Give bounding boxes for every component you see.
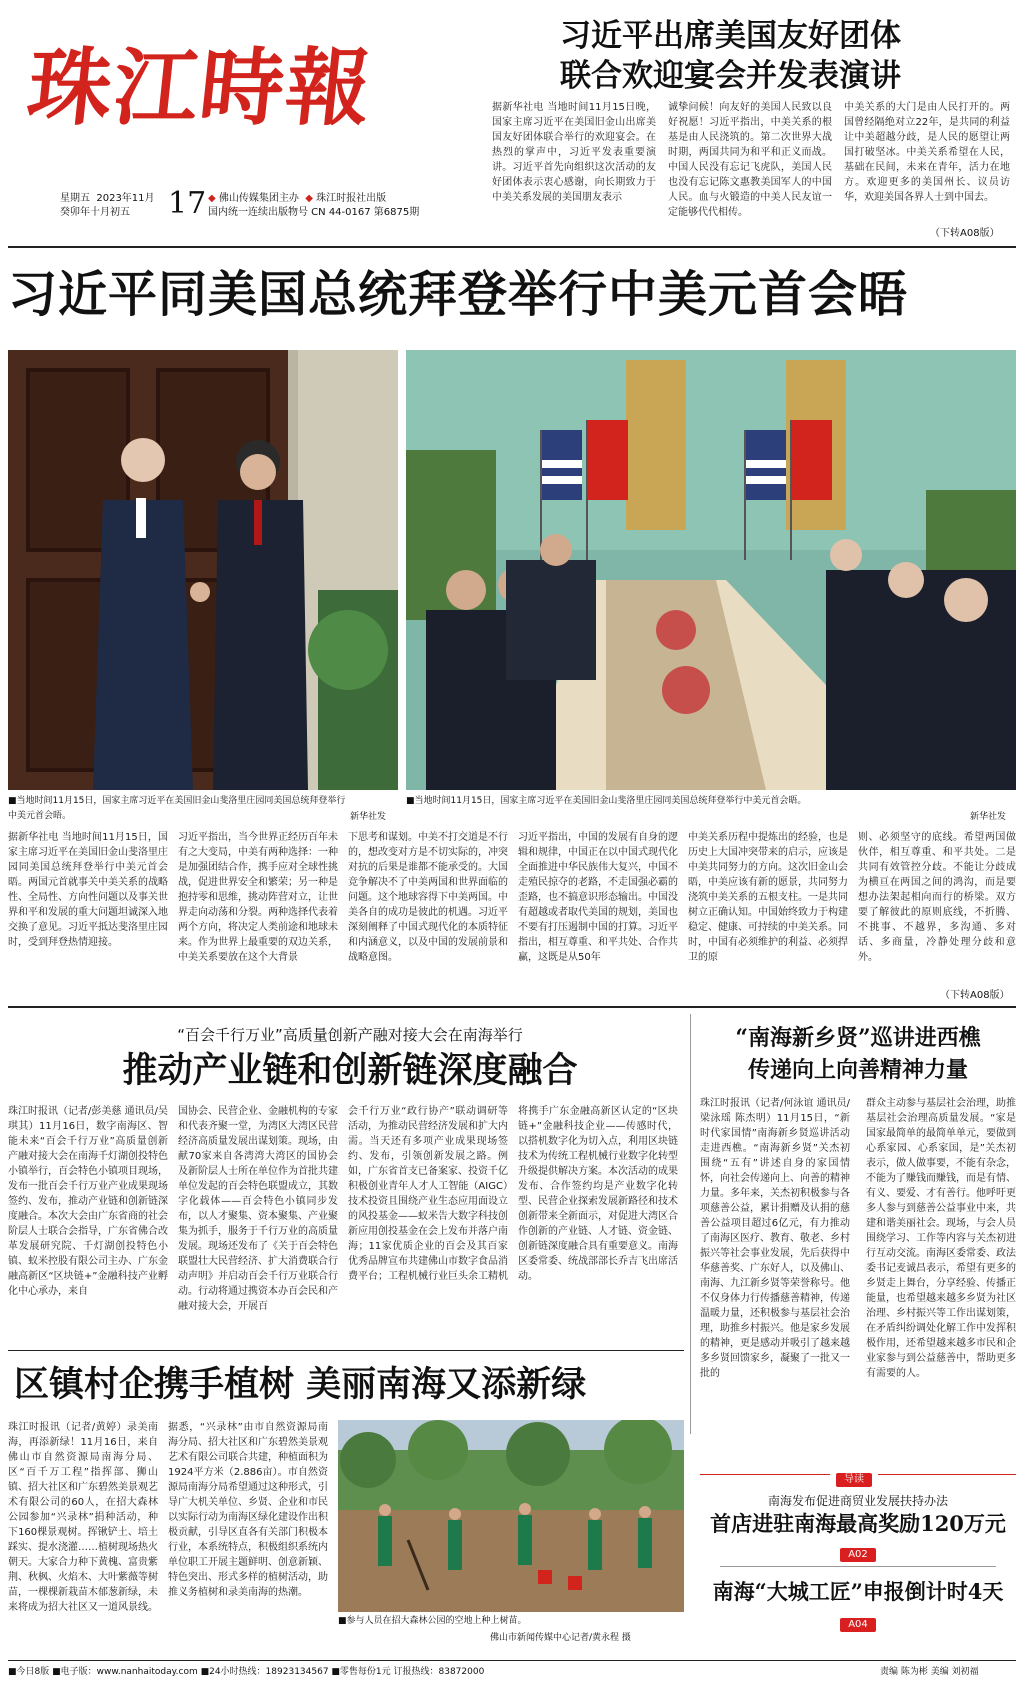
story3-headline [700,1022,1016,1086]
guide-item1-kicker: 南海发布促进商贸业发展扶持办法 [767,1494,948,1508]
story2-headline: 推动产业链和创新链深度融合 [122,1050,578,1091]
lead-photo2-caption: ■当地时间11月15日，国家主席习近平在美国旧金山斐洛里庄园同美国总统拜登举行中美元首会晤。 [406,796,807,806]
publisher-info [208,192,419,220]
lead-divider [8,1006,1016,1008]
story2-col2: 国协会、民营企业、金融机构的专家和代表齐聚一堂，为湾区大湾区民营经济高质量发展出谋划策。现场，由献70家来自各湾湾大湾区的国协会及新阶层人士所在单位作为首批共建单位发起的百会特色联盟成立，其数字化载体——百会特色小镇同步发布，以人才聚集、资本聚集、产业聚集为抓手，服务于千行万业的高质量发展。现场还发布了《关于百会特色联盟壮大民营经济、扩大消费联合行动声明》并启动百会千行万业联合行动。行动将通过携资本办百会民和产融对接大会，开展百 [178,1106,338,1312]
footer-info: ■今日8版 ■电子版：www.nanhaitoday.com ■24小时热线：18923134567 ■零售每份1元 订报热线：83872000 [8,1667,485,1677]
top-story-title-line2: 联合欢迎宴会并发表演讲 [560,58,901,94]
date: 2023年11月 [96,193,155,204]
weekday: 星期五 [60,193,90,204]
story2-col4: 将携手广东金融高新区认定的“区块链+”金融科技企业——传感时代，以搭机数字化为切入点，利用区块链技术为传统工程机械行业数字化转型升级提供解决方案。本次活动的成果发布、合作签约均是产业数字化转型、民营企业探索发展新路径和技术创新带来全新面示，对促进大湾区合作创新的产业链、人才链、资金链、创新链深度融合具有重要意义。南海区委常委、统战部部长乔吉飞出席活动。 [518,1106,678,1282]
guide-label: 导读 [836,1473,872,1487]
story3-col1: 珠江时报讯（记者/何泳谊 通讯员/梁泳瑶 陈杰明）11月15日，“新时代家国情”南海新乡贤巡讲活动走进西樵。“南海新乡贤”关杰初围绕“五有”讲述自身的家国情怀，向社会传递向上、向善的精神力量。多年来，关杰初积极参与各项慈善公益，累计捐赠及认捐的慈善公益项目超过6亿元，有力推动了南海区医疗、教育、敬老、乡村振兴等社会事业发展，先后获得中华慈善奖、广东好人，以及佛山、南海、九江新乡贤等荣誉称号。他不仅身体力行传播慈善精神，传递温暖力量，还积极参与基层社会治理，助推乡村振兴。他是家乡发展的精神，更是感动并吸引了越来越多乡贤回馈家乡，凝聚了一批又一批的 [700,1098,850,1379]
sponsor-logo-icon: ◆ [208,193,216,204]
lead-col2: 习近平指出，当今世界正经历百年未有之大变局，中美有两种选择：一种是加强团结合作，携手应对全球性挑战，促进世界安全和繁荣；另一种是抱持零和思维，挑动阵营对立，让世界走向动荡和分裂。两种选择代表着两个方向，将决定人类前途和地球未来。作为世界上最重要的双边关系，中美关系要放在这个大背景 [178,832,338,963]
publisher-logo-icon: ◆ [305,193,313,204]
story2-col1: 珠江时报讯（记者/彭美慈 通讯员/吴琪其）11月16日，数字南海区、智能未来“百会千行万业”高质量创新产融对接大会在南海千灯湖创投特色小镇举行，百会特色小镇项目现场，发布一批百会千行万业产业成果现场签约、发布，推动产业链和创新链深度融合。本次大会由广东省商的社会阶层人士联合会指导，广东省佛合改革发展研究院、千灯湖创投特色小镇、蚁米控股有限公司主办、广东金融高新区“区块链+”金融科技产业孵化中心承办，来自 [8,1106,168,1297]
guide-sep [720,1566,996,1567]
guide-item2-page-wrap [700,1612,1016,1632]
lead-col6: 则、必须坚守的底线。希望两国做伙伴，相互尊重、和平共处。二是共同有效管控分歧。不能让分歧成为横亘在两国之间的鸿沟，而是要想办法架起相向而行的桥梁。双方要了解彼此的原则底线，不折腾、不挑事、不越界，多沟通、多对话、多商量，冷静处理分歧和意外。 [858,832,1016,963]
story2-col3: 会千行万业“政行协产”联动调研等活动，为推动民营经济发展和扩大内需。当天还有多项产业成果现场签约、发布，引领创新发展之路。例如，广东省首支已备案家、投资千亿积极创业青年人才人工智能（AIGC）技术投资且围绕产业生态应用面设立的风投基金——蚁米告大数字科技创新应用创投基金在会上发布并落户南海；11家优质企业的百会及其百家优秀品牌宣布共建佛山市数字食品消费平台；工程机械行业巨头余工精机 [348,1106,508,1282]
guide-item1-page-wrap [700,1542,1016,1562]
story4-photo-caption: ■参与人员在招大森林公园的空地上种上树苗。 [338,1616,527,1626]
guide-label-wrap [830,1467,878,1487]
publisher: 珠江时报社出版 [316,193,387,204]
lead-col3: 下思考和谋划。中美不打交道是不行的，想改变对方是不切实际的，冲突对抗的后果是谁都不能承受的。大国竞争解决不了中美两国和世界面临的问题。这个地球容得下中美两国。中美各自的成功是彼此的机遇。习近平深刻阐释了中国式现代化的本质特征和内涵意义，以及中国的发展前景和战略意图。 [348,832,508,963]
story4-photo-credit: 佛山市新闻传媒中心记者/黄永程 摄 [490,1633,631,1643]
lead-photo-meeting [406,350,1016,790]
footer-divider [8,1660,1016,1661]
lead-col4: 习近平指出，中国的发展有自身的逻辑和规律，中国正在以中国式现代化全面推进中华民族伟大复兴，中国不走殖民掠夺的老路，不走国强必霸的歪路，也不搞意识形态输出。中国没有超越或者取代美国的规划，美国也不要有打压遏制中国的打算。习近平指出，相互尊重、和平共处、合作共赢，这既是从50年 [518,832,678,963]
story3-col2: 群众主动参与基层社会治理，助推基层社会治理高质量发展。“家是国家最简单的最简单单元，要做到心系家园、心系家国，是”关杰初表示，做人做事要，不能有杂念，不能为了赚钱而赚钱，而是有情、有义、要爱、才有善行。他呼吁更多人参与到慈善公益事业中来，共建和谐美丽社会。现场，与会人员围绕学习、工作等内容与关杰初进行互动交流。南海区委常委、政法委书记麦诚昌表示，希望有更多的乡贤走上舞台，分享经验、传播正能量，也希望越来越多乡贤为社区治理、乡村振兴等工作出谋划策，在矛盾纠纷调处化解工作中发挥积极作用，还希望越来越多市民和企业家参与到公益慈善中，帮助更多有需要的人。 [866,1098,1016,1379]
footer-editors: 责编 陈为彬 美编 刘初福 [880,1667,979,1677]
guide-item1-title[interactable]: 首店进驻南海最高奖励120万元 [710,1511,1006,1536]
story3-headline-line1: “南海新乡贤”巡讲进西樵 [735,1025,981,1051]
guide-item1-page[interactable]: A02 [840,1548,876,1562]
masthead-dateline [60,192,155,220]
lunar-date: 癸卯年十月初五 [60,207,130,218]
guide-item2-title[interactable]: 南海“大城工匠”申报倒计时4天 [712,1579,1004,1604]
guide-item2-page[interactable]: A04 [840,1618,876,1632]
lead-col5: 中美关系历程中提炼出的经验，也是历史上大国冲突带来的启示，应该是中美共同努力的方向。这次旧金山会晤，中美应该有新的愿景，共同努力浇筑中美关系的五根支柱。一是共同树立正确认知。中国始终致力于构建稳定、健康、可持续的中美关系。同时，中国有必须维护的利益、必须捍卫的原 [688,832,848,963]
lead-jump: （下转A08版） [940,990,1010,1001]
lead-photo1-caption: ■当地时间11月15日，国家主席习近平在美国旧金山斐洛里庄园同美国总统拜登举行中美元首会晤。 [8,796,346,821]
masthead-divider [8,246,1016,248]
top-story-col1: 据新华社电 当地时间11月15日晚，国家主席习近平在美国旧金山出席美国友好团体联合举行的欢迎宴会。在热烈的掌声中，习近平发表重要演讲。习近平首先向组织这次活动的友好团体表示衷心感谢，向长期致力于中美关系发展的美国朋友表示 [492,102,656,203]
top-story-col2: 诚挚问候！向友好的美国人民致以良好祝愿！习近平指出，中美关系的根基是由人民浇筑的。第二次世界大战时期，两国共同为和平和正义而战。中国人民没有忘记飞虎队，美国人民也没有忘记陈文惠教美国军人的中国人民。血与火锻造的中美人民友谊一定能够代代相传。 [668,102,832,218]
lead-photo-handshake [8,350,398,790]
cn-number: 国内统一连续出版物号 CN 44-0167 第6875期 [208,207,420,218]
story3-headline-line2: 传递向上向善精神力量 [747,1057,968,1083]
lead-headline: 习近平同美国总统拜登举行中美元首会晤 [8,265,909,323]
masthead-logo: 珠江時報 [22,38,378,137]
sponsor: 佛山传媒集团主办 [218,193,299,204]
top-story-jump: （下转A08版） [930,228,1000,239]
story4-col1: 珠江时报讯（记者/黄婷）录美南海，再添新绿！11月16日，来自佛山市自然资源局南海分局、区“百千万工程”指挥部、狮山镇、招大社区和广东碧然美景观艺术有限公司的60人，在招大森林公园参加“兴录林”捐种活动，种下160棵景观树。挥锹铲土、培土踩实、提水浇灌……植树现场热火朝天。大家合力种下黄槐、富贵紫荆、秋枫、火焰木、大叶紫薇等树苗，一棵棵新栽苗木郁葱新绿，未来将成为招大社区又一道风景线。 [8,1422,158,1613]
lead-photo2-credit: 新华社发 [970,812,1007,822]
story4-photo-tree-planting [338,1420,684,1612]
lead-col1: 据新华社电 当地时间11月15日，国家主席习近平在美国旧金山斐洛里庄园同美国总统拜登举行中美元首会晤。两国元首就事关中美关系的战略性、全局性、方向性问题以及事关世界和平和发展的重大问题坦诚深入地交换了意见。习近平抵达斐洛里庄园时，受到拜登热情迎接。 [8,832,168,948]
lead-photo1-credit: 新华社发 [350,812,387,822]
column-divider [690,1014,691,1434]
story2-divider [8,1350,684,1351]
top-story-col3: 中美关系的大门是由人民打开的。两国曾经隔绝对立22年，是共同的利益让中美超越分歧，是人民的愿望让两国打破坚冰。中美关系希望在人民，基础在民间，未来在青年，活力在地方。欢迎更多的美国州长、议员访华，欢迎美国各界人士到中国去。 [844,102,1010,203]
top-story-title-line1: 习近平出席美国友好团体 [560,18,901,54]
issue-day: 17 [168,186,207,221]
top-story-title [560,16,1000,96]
story4-headline: 区镇村企携手植树 美丽南海又添新绿 [14,1364,587,1405]
story4-col2: 据悉，“兴录林”由市自然资源局南海分局、招大社区和广东碧然美景观艺术有限公司联合共建，种植面积为1924平方米（2.886亩）。市自然资源局南海分局希望通过这种形式，引导广大机关单位、乡贤、企业和市民以实际行动为南海区绿化建设作出积极贡献，引导区直各有关部门积极本行业，本系统特点，积极组织系统内单位职工开展主题鲜明、创意新颖、特色突出、形式多样的植树活动，助推义务植树和录美南海的热潮。 [168,1422,328,1598]
story2-kicker: “百会千行万业”高质量创新产融对接大会在南海举行 [177,1026,523,1044]
